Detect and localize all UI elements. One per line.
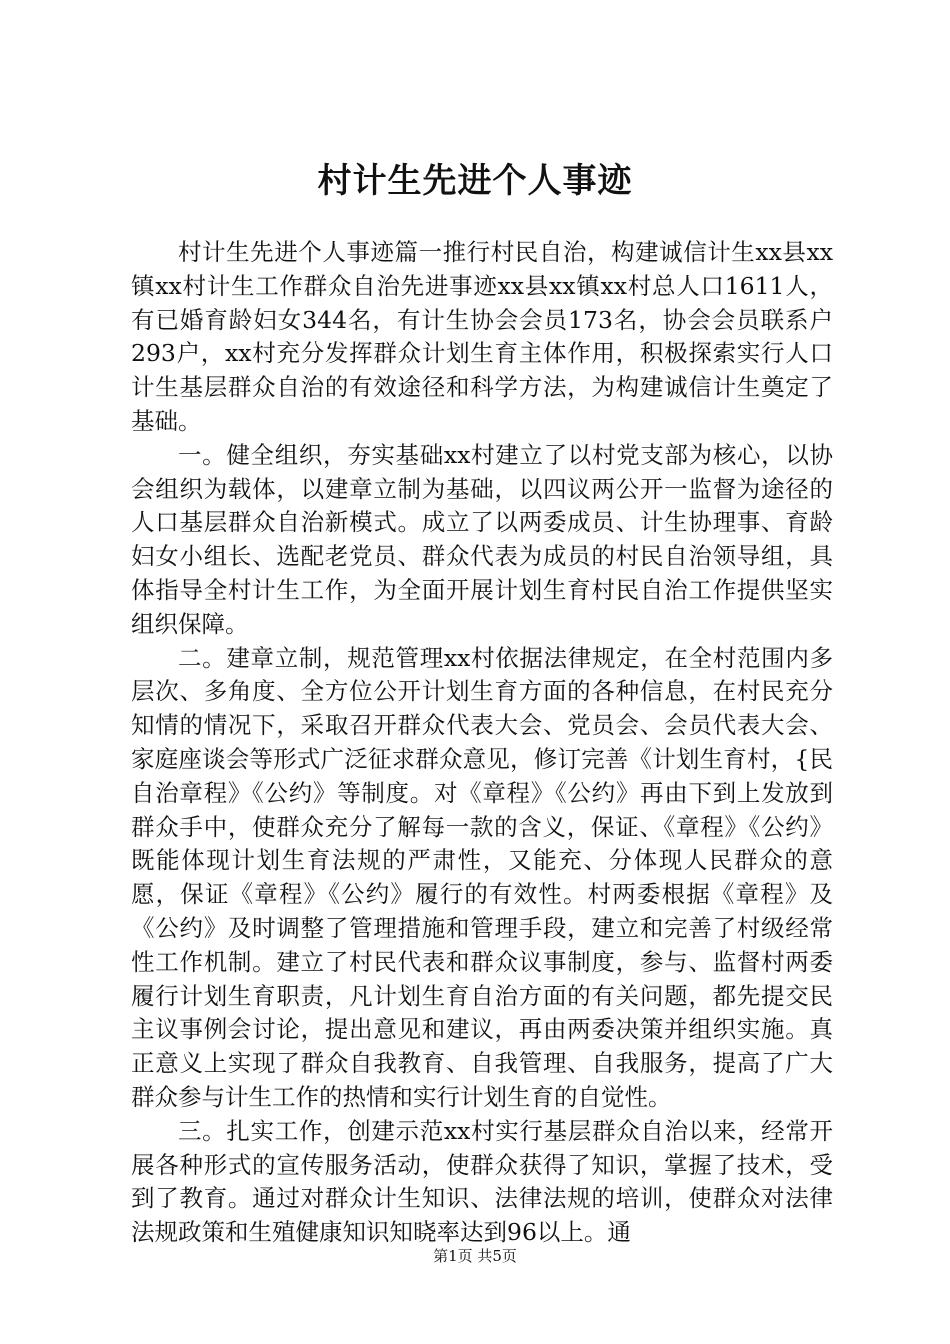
- paragraph-section-1: 一。健全组织，夯实基础xx村建立了以村党支部为核心，以协会组织为载体，以建章立制为基础，以四议两公开一监督为途径的人口基层群众自治新模式。成立了以两委成员、计生协理事、育龄妇女小组长、选配老党员、群众代表为成员的村民自治领导组，具体指导全村计生工作，为全面开展计划生育村民自治工作提供坚实组织保障。: [131, 440, 833, 638]
- document-body: [131, 236, 833, 1250]
- page-number-footer: 第1页 共5页: [433, 1247, 517, 1265]
- paragraph-intro: 村计生先进个人事迹篇一推行村民自治，构建诚信计生xx县xx镇xx村计生工作群众自治先进事迹xx县xx镇xx村总人口1611人，有已婚育龄妇女344名，有计生协会会员173名，协会会员联系户293户，xx村充分发挥群众计划生育主体作用，积极探索实行人口计生基层群众自治的有效途径和科学方法，为构建诚信计生奠定了基础。: [131, 238, 833, 435]
- document-title: 村计生先进个人事迹: [317, 161, 633, 201]
- paragraph-section-2: 二。建章立制，规范管理xx村依据法律规定，在全村范围内多层次、多角度、全方位公开计划生育方面的各种信息，在村民充分知情的情况下，采取召开群众代表大会、党员会、会员代表大会、家庭座谈会等形式广泛征求群众意见，修订完善《计划生育村，{民自治章程》《公约》等制度。对《章程》《公约》再由下到上发放到群众手中，使群众充分了解每一款的含义，保证、《章程》《公约》既能体现计划生育法规的严肃性，又能充、分体现人民群众的意愿，保证《章程》《公约》履行的有效性。村两委根据《章程》及《公约》及时调整了管理措施和管理手段，建立和完善了村级经常性工作机制。建立了村民代表和群众议事制度，参与、监督村两委履行计划生育职责，凡计划生育自治方面的有关问题，都先提交民主议事例会讨论，提出意见和建议，再由两委决策并组织实施。真正意义上实现了群众自我教育、自我管理、自我服务，提高了广大群众参与计生工作的热情和实行计划生育的自觉性。: [131, 643, 833, 1111]
- paragraph-section-3: 三。扎实工作，创建示范xx村实行基层群众自治以来，经常开展各种形式的宣传服务活动，使群众获得了知识，掌握了技术，受到了教育。通过对群众计生知识、法律法规的培训，使群众对法律法规政策和生殖健康知识知晓率达到96以上。通: [131, 1116, 833, 1247]
